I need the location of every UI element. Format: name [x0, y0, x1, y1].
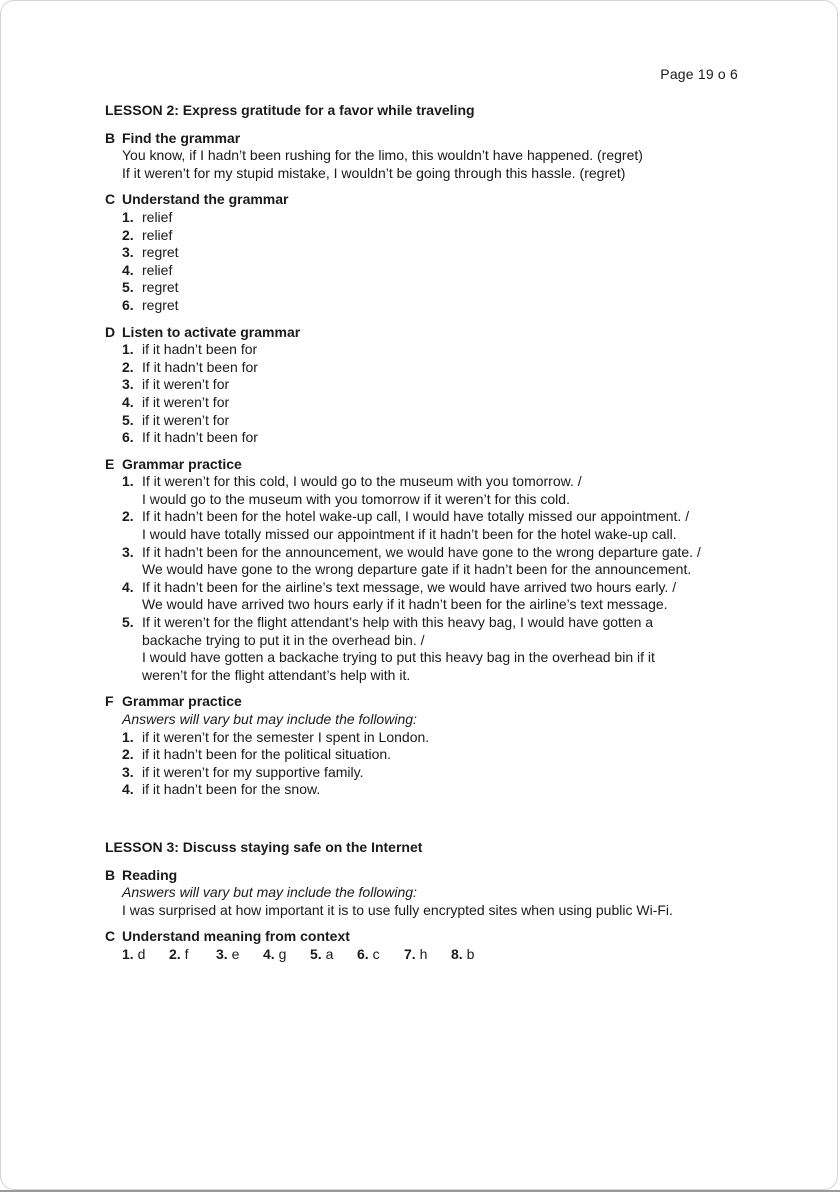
list-item [122, 412, 755, 430]
item-number: 2. [122, 358, 134, 375]
item-answer-line: If it hadn’t been for the hotel wake-up call, I would have totally missed our appointment. / [142, 508, 690, 525]
item-number: 6. [122, 429, 134, 446]
list-item [122, 376, 755, 394]
item-number: 4. [122, 393, 134, 410]
lesson-2-section-c [105, 191, 755, 314]
item-answer [142, 359, 755, 377]
item-answer-line: If it hadn’t been for the airline’s text message, we would have arrived two hours early. / [142, 578, 677, 595]
item-answer [142, 376, 755, 394]
item-answer [142, 429, 755, 447]
item-answer-line: We would have arrived two hours early if it hadn’t been for the airline’s text message. [142, 596, 668, 613]
section-title: Find the grammar [122, 129, 241, 146]
item-answer [142, 244, 755, 262]
item-number: 3. [122, 763, 134, 780]
answer-value: f [184, 945, 189, 962]
item-answer-line: regret [142, 279, 179, 296]
item-answer [142, 729, 755, 747]
context-answer [216, 946, 263, 964]
item-answer-line: I would have gotten a backache trying to put this heavy bag in the overhead bin if it [142, 649, 655, 666]
item-answer [142, 227, 755, 245]
list-item [122, 227, 755, 245]
section-letter: D [105, 323, 116, 340]
item-answer-line: relief [142, 261, 173, 278]
list-item [122, 279, 755, 297]
item-answer-line: If it weren’t for this cold, I would go to the museum with you tomorrow. / [142, 473, 582, 490]
context-answer [263, 946, 310, 964]
item-answer [142, 279, 755, 297]
answer-line: If it weren’t for my stupid mistake, I wouldn’t be going through this hassle. (regret) [122, 164, 626, 181]
item-number: 4. [122, 261, 134, 278]
answer-value: c [372, 945, 380, 962]
lesson-3-title: LESSON 3: Discuss staying safe on the Internet [105, 838, 423, 855]
answer-value: b [466, 945, 475, 962]
section-title: Understand the grammar [122, 191, 289, 208]
item-number: 6. [122, 296, 134, 313]
context-answer [169, 946, 216, 964]
lesson-2-section-f [105, 693, 755, 799]
list-item [122, 781, 755, 799]
lesson-2-title: LESSON 2: Express gratitude for a favor while traveling [105, 102, 475, 118]
answer-line: You know, if I hadn’t been rushing for the limo, this wouldn’t have happened. (regret) [122, 147, 643, 164]
answer-value: d [137, 945, 146, 962]
list-item [122, 244, 755, 262]
section-letter: C [105, 928, 116, 945]
item-answer [142, 614, 755, 684]
item-answer-line: regret [142, 244, 179, 261]
answer-number: 1. [122, 945, 134, 962]
item-answer [142, 579, 755, 614]
item-answer-line: I would have totally missed our appointment if it hadn’t been for the hotel wake-up call. [142, 526, 677, 543]
item-answer-line: We would have gone to the wrong departure gate if it hadn’t been for the announcement. [142, 561, 692, 578]
item-number: 4. [122, 578, 134, 595]
item-number: 1. [122, 728, 134, 745]
list-item [122, 394, 755, 412]
item-answer [142, 341, 755, 359]
section-letter: F [105, 693, 114, 710]
item-number: 2. [122, 508, 134, 525]
item-number: 5. [122, 279, 134, 296]
item-answer [142, 412, 755, 430]
context-answer [451, 946, 498, 964]
item-answer-line: if it hadn’t been for [142, 341, 258, 358]
section-intro: Answers will vary but may include the following: [122, 711, 417, 727]
answer-number: 6. [357, 945, 369, 962]
item-number: 1. [122, 208, 134, 225]
answer-line: I was surprised at how important it is to use fully encrypted sites when using public Wi-Fi. [122, 901, 673, 918]
item-answer-line: weren’t for the flight attendant’s help with it. [142, 666, 411, 683]
list-item [122, 429, 755, 447]
answer-value: a [325, 945, 334, 962]
item-answer-line: if it hadn’t been for the political situation. [142, 746, 392, 763]
item-answer [142, 209, 755, 227]
item-answer-line: backache trying to put it in the overhead bin. / [142, 631, 425, 648]
item-answer-line: If it hadn’t been for the announcement, we would have gone to the wrong departure gate. / [142, 543, 701, 560]
list-item [122, 729, 755, 747]
item-number: 3. [122, 543, 134, 560]
list-item [122, 297, 755, 315]
item-answer-line: If it hadn’t been for [142, 358, 258, 375]
lesson-2-section-e [105, 456, 755, 685]
section-letter: B [105, 866, 116, 883]
answer-number: 4. [263, 945, 275, 962]
item-number: 5. [122, 614, 134, 631]
list-item [122, 746, 755, 764]
item-answer-line: relief [142, 226, 173, 243]
answer-number: 8. [451, 945, 463, 962]
lesson-3-section-b [105, 867, 755, 920]
item-number: 3. [122, 376, 134, 393]
list-item [122, 579, 755, 614]
item-answer-line: if it weren’t for the semester I spent in London. [142, 728, 430, 745]
section-heading [105, 456, 755, 474]
item-answer [142, 473, 755, 508]
answer-number: 7. [404, 945, 416, 962]
item-answer [142, 297, 755, 315]
answer-key [105, 102, 755, 973]
answer-number: 2. [169, 945, 181, 962]
answer-number: 3. [216, 945, 228, 962]
section-title: Grammar practice [122, 455, 242, 472]
section-letter: B [105, 129, 116, 146]
section-heading [105, 867, 755, 885]
item-answer-line: if it weren’t for my supportive family. [142, 763, 364, 780]
list-item [122, 341, 755, 359]
item-number: 1. [122, 341, 134, 358]
item-answer-line: If it weren’t for the flight attendant’s help with this heavy bag, I would have gotten a [142, 614, 654, 631]
item-number: 1. [122, 473, 134, 490]
section-title: Grammar practice [122, 693, 242, 710]
context-answer [122, 946, 169, 964]
item-answer [142, 544, 755, 579]
item-answer [142, 394, 755, 412]
context-answers [122, 946, 755, 964]
lesson-2-section-b [105, 130, 755, 183]
answer-value: g [278, 945, 287, 962]
item-answer-line: If it hadn’t been for [142, 429, 258, 446]
list-item [122, 473, 755, 508]
item-answer-line: if it hadn’t been for the snow. [142, 781, 321, 798]
item-answer-line: I would go to the museum with you tomorrow if it weren’t for this cold. [142, 490, 570, 507]
lesson-3-section-c [105, 928, 755, 963]
lesson-2-section-d [105, 324, 755, 447]
list-item [122, 614, 755, 684]
item-answer-line: regret [142, 296, 179, 313]
section-intro: Answers will vary but may include the following: [122, 884, 417, 901]
item-answer [142, 781, 755, 799]
answer-value: e [231, 945, 240, 962]
section-title: Listen to activate grammar [122, 323, 301, 340]
context-answer [404, 946, 451, 964]
list-item [122, 262, 755, 280]
section-letter: C [105, 191, 116, 208]
item-answer [142, 746, 755, 764]
section-letter: E [105, 455, 115, 472]
section-heading [105, 130, 755, 148]
item-answer-line: if it weren’t for [142, 411, 230, 428]
section-heading [105, 928, 755, 946]
section-heading [105, 191, 755, 209]
answer-value: h [419, 945, 428, 962]
list-item [122, 544, 755, 579]
list-item [122, 359, 755, 377]
section-heading [105, 693, 755, 711]
list-item [122, 764, 755, 782]
item-number: 2. [122, 226, 134, 243]
list-item [122, 209, 755, 227]
item-answer-line: if it weren’t for [142, 393, 230, 410]
section-title: Understand meaning from context [122, 928, 350, 945]
item-number: 5. [122, 411, 134, 428]
context-answer [357, 946, 404, 964]
item-answer [142, 764, 755, 782]
item-answer [142, 508, 755, 543]
item-number: 3. [122, 244, 134, 261]
list-item [122, 508, 755, 543]
item-number: 2. [122, 746, 134, 763]
item-answer-line: relief [142, 208, 173, 225]
item-answer [142, 262, 755, 280]
section-heading [105, 324, 755, 342]
item-number: 4. [122, 781, 134, 798]
lesson-2-sections [105, 130, 755, 799]
context-answer [310, 946, 357, 964]
item-answer-line: if it weren’t for [142, 376, 230, 393]
section-title: Reading [122, 866, 178, 883]
answer-number: 5. [310, 945, 322, 962]
page-number: Page 19 o 6 [660, 66, 738, 82]
